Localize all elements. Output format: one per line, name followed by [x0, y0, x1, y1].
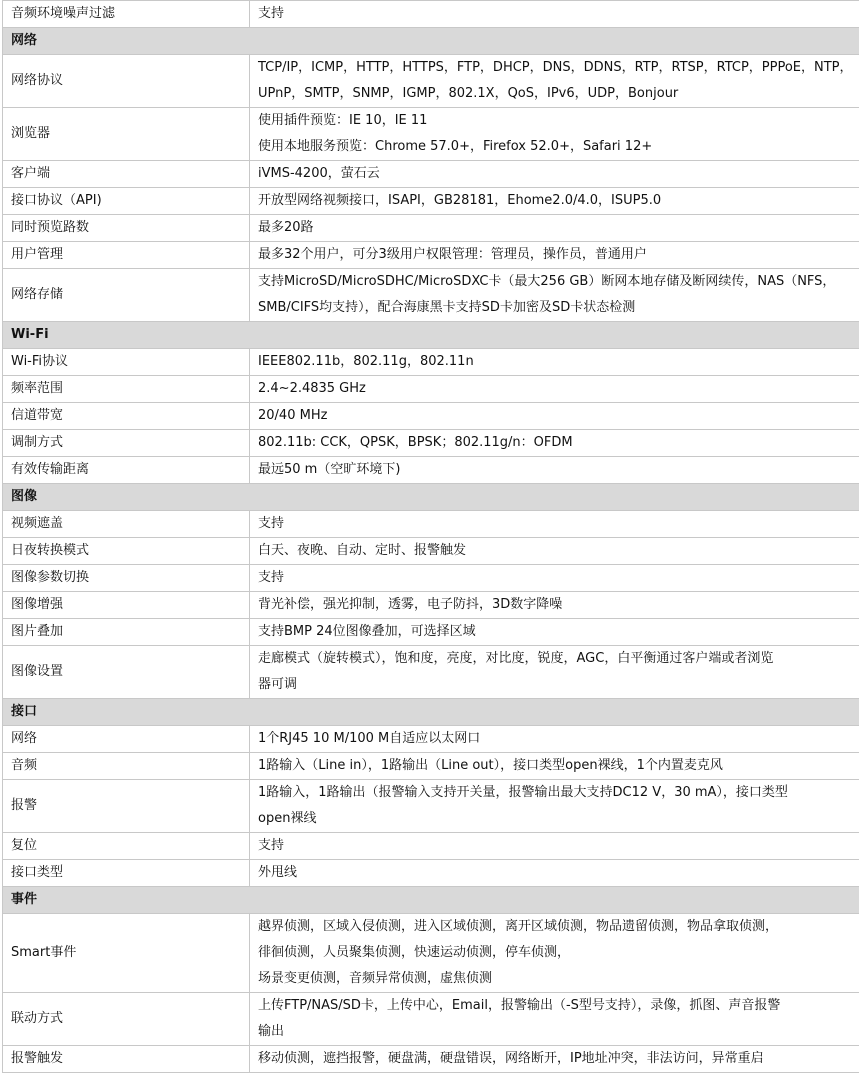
spec-value — [250, 108, 859, 161]
spec-value — [250, 457, 859, 484]
spec-value — [250, 1046, 859, 1073]
spec-row — [3, 646, 859, 699]
spec-label: 接口类型 — [3, 860, 250, 887]
spec-value-line: 1路输入（Line in），1路输出（Line out），接口类型open裸线，1个内置麦克风 — [258, 753, 859, 779]
section-header-row — [3, 484, 859, 511]
spec-label: 调制方式 — [3, 430, 250, 457]
spec-value — [250, 619, 859, 646]
spec-row — [3, 619, 859, 646]
spec-label: 网络协议 — [3, 55, 250, 108]
spec-value-line: 最远50 m（空旷环境下) — [258, 457, 859, 483]
spec-value-line: 外甩线 — [258, 860, 859, 886]
spec-value — [250, 1, 859, 28]
spec-value-line: 白天、夜晚、自动、定时、报警触发 — [258, 538, 859, 564]
spec-value-line: 1路输入，1路输出（报警输入支持开关量，报警输出最大支持DC12 V，30 mA），接口类型 — [258, 780, 859, 806]
spec-value-line: 支持 — [258, 833, 859, 859]
spec-value — [250, 646, 859, 699]
section-header-row — [3, 322, 859, 349]
spec-value-line: 最多20路 — [258, 215, 859, 241]
spec-label: 图像增强 — [3, 592, 250, 619]
spec-row — [3, 1046, 859, 1073]
spec-row — [3, 833, 859, 860]
spec-row — [3, 511, 859, 538]
spec-label: 图片叠加 — [3, 619, 250, 646]
spec-value — [250, 511, 859, 538]
spec-table-body — [3, 1, 859, 1073]
spec-value-line: 802.11b: CCK，QPSK，BPSK；802.11g/n：OFDM — [258, 430, 859, 456]
spec-label: 报警触发 — [3, 1046, 250, 1073]
spec-row — [3, 860, 859, 887]
spec-value — [250, 565, 859, 592]
spec-row — [3, 376, 859, 403]
spec-label: 接口协议（API) — [3, 188, 250, 215]
spec-value-line: open裸线 — [258, 806, 859, 832]
spec-value-line: UPnP，SMTP，SNMP，IGMP，802.1X，QoS，IPv6，UDP，Bonjour — [258, 81, 859, 107]
spec-value-line: 使用本地服务预览：Chrome 57.0+，Firefox 52.0+，Safari 12+ — [258, 134, 859, 160]
spec-value — [250, 914, 859, 993]
spec-value-line: 支持MicroSD/MicroSDHC/MicroSDXC卡（最大256 GB）断网本地存储及断网续传，NAS（NFS， — [258, 269, 859, 295]
spec-row — [3, 1, 859, 28]
spec-row — [3, 565, 859, 592]
spec-row — [3, 188, 859, 215]
spec-row — [3, 592, 859, 619]
spec-row — [3, 349, 859, 376]
spec-label: 视频遮盖 — [3, 511, 250, 538]
spec-label: 网络 — [3, 726, 250, 753]
spec-value — [250, 726, 859, 753]
spec-row — [3, 55, 859, 108]
spec-label: 用户管理 — [3, 242, 250, 269]
spec-row — [3, 161, 859, 188]
spec-row — [3, 914, 859, 993]
spec-label: Smart事件 — [3, 914, 250, 993]
spec-value — [250, 161, 859, 188]
spec-label: 浏览器 — [3, 108, 250, 161]
spec-label: 联动方式 — [3, 993, 250, 1046]
section-header-row — [3, 887, 859, 914]
spec-row — [3, 403, 859, 430]
spec-row — [3, 215, 859, 242]
spec-value — [250, 188, 859, 215]
spec-row — [3, 457, 859, 484]
spec-label: 音频 — [3, 753, 250, 780]
section-title: 图像 — [3, 484, 859, 511]
spec-value — [250, 242, 859, 269]
spec-label: Wi-Fi协议 — [3, 349, 250, 376]
spec-value — [250, 780, 859, 833]
spec-row — [3, 726, 859, 753]
spec-value-line: 支持 — [258, 565, 859, 591]
spec-label: 复位 — [3, 833, 250, 860]
spec-value — [250, 269, 859, 322]
spec-value-line: 徘徊侦测，人员聚集侦测，快速运动侦测，停车侦测， — [258, 940, 859, 966]
spec-value-line: 使用插件预览：IE 10，IE 11 — [258, 108, 859, 134]
section-header-row — [3, 699, 859, 726]
spec-value-line: SMB/CIFS均支持），配合海康黑卡支持SD卡加密及SD卡状态检测 — [258, 295, 859, 321]
spec-label: 网络存储 — [3, 269, 250, 322]
spec-row — [3, 993, 859, 1046]
section-title: 接口 — [3, 699, 859, 726]
spec-value-line: 场景变更侦测，音频异常侦测，虚焦侦测 — [258, 966, 859, 992]
spec-value — [250, 860, 859, 887]
spec-value-line: 20/40 MHz — [258, 403, 859, 429]
spec-row — [3, 538, 859, 565]
spec-value-line: 支持 — [258, 511, 859, 537]
section-title: 网络 — [3, 28, 859, 55]
spec-value-line: TCP/IP，ICMP，HTTP，HTTPS，FTP，DHCP，DNS，DDNS，RTP，RTSP，RTCP，PPPoE，NTP， — [258, 55, 859, 81]
spec-value — [250, 538, 859, 565]
spec-value-line: IEEE802.11b，802.11g，802.11n — [258, 349, 859, 375]
spec-value — [250, 430, 859, 457]
spec-value — [250, 215, 859, 242]
spec-table — [2, 0, 859, 1073]
spec-value-line: 背光补偿，强光抑制，透雾，电子防抖，3D数字降噪 — [258, 592, 859, 618]
spec-label: 图像参数切换 — [3, 565, 250, 592]
spec-value-line: 移动侦测，遮挡报警，硬盘满，硬盘错误，网络断开，IP地址冲突，非法访问，异常重启 — [258, 1046, 859, 1072]
section-title: 事件 — [3, 887, 859, 914]
spec-value — [250, 403, 859, 430]
spec-row — [3, 753, 859, 780]
spec-row — [3, 780, 859, 833]
spec-value-line: 越界侦测，区域入侵侦测，进入区域侦测，离开区域侦测，物品遗留侦测，物品拿取侦测， — [258, 914, 859, 940]
spec-value-line: 2.4~2.4835 GHz — [258, 376, 859, 402]
spec-label: 同时预览路数 — [3, 215, 250, 242]
spec-value-line: 开放型网络视频接口，ISAPI，GB28181，Ehome2.0/4.0，ISUP5.0 — [258, 188, 859, 214]
section-title: Wi-Fi — [3, 322, 859, 349]
spec-value-line: iVMS-4200，萤石云 — [258, 161, 859, 187]
spec-label: 有效传输距离 — [3, 457, 250, 484]
spec-value-line: 走廊模式（旋转模式），饱和度，亮度，对比度，锐度，AGC，白平衡通过客户端或者浏览 — [258, 646, 859, 672]
spec-label: 音频环境噪声过滤 — [3, 1, 250, 28]
spec-value-line: 支持 — [258, 1, 859, 27]
spec-label: 日夜转换模式 — [3, 538, 250, 565]
spec-label: 频率范围 — [3, 376, 250, 403]
spec-label: 信道带宽 — [3, 403, 250, 430]
spec-row — [3, 242, 859, 269]
spec-row — [3, 430, 859, 457]
spec-value-line: 最多32个用户，可分3级用户权限管理：管理员，操作员，普通用户 — [258, 242, 859, 268]
spec-label: 报警 — [3, 780, 250, 833]
spec-value — [250, 833, 859, 860]
spec-value — [250, 376, 859, 403]
spec-value — [250, 55, 859, 108]
spec-value — [250, 592, 859, 619]
section-header-row — [3, 28, 859, 55]
spec-value-line: 1个RJ45 10 M/100 M自适应以太网口 — [258, 726, 859, 752]
spec-value — [250, 349, 859, 376]
spec-value — [250, 753, 859, 780]
spec-row — [3, 108, 859, 161]
spec-value-line: 支持BMP 24位图像叠加，可选择区域 — [258, 619, 859, 645]
spec-value-line: 器可调 — [258, 672, 859, 698]
spec-row — [3, 269, 859, 322]
spec-value-line: 输出 — [258, 1019, 859, 1045]
spec-label: 客户端 — [3, 161, 250, 188]
spec-value-line: 上传FTP/NAS/SD卡，上传中心，Email，报警输出（-S型号支持），录像，抓图、声音报警 — [258, 993, 859, 1019]
spec-value — [250, 993, 859, 1046]
spec-label: 图像设置 — [3, 646, 250, 699]
